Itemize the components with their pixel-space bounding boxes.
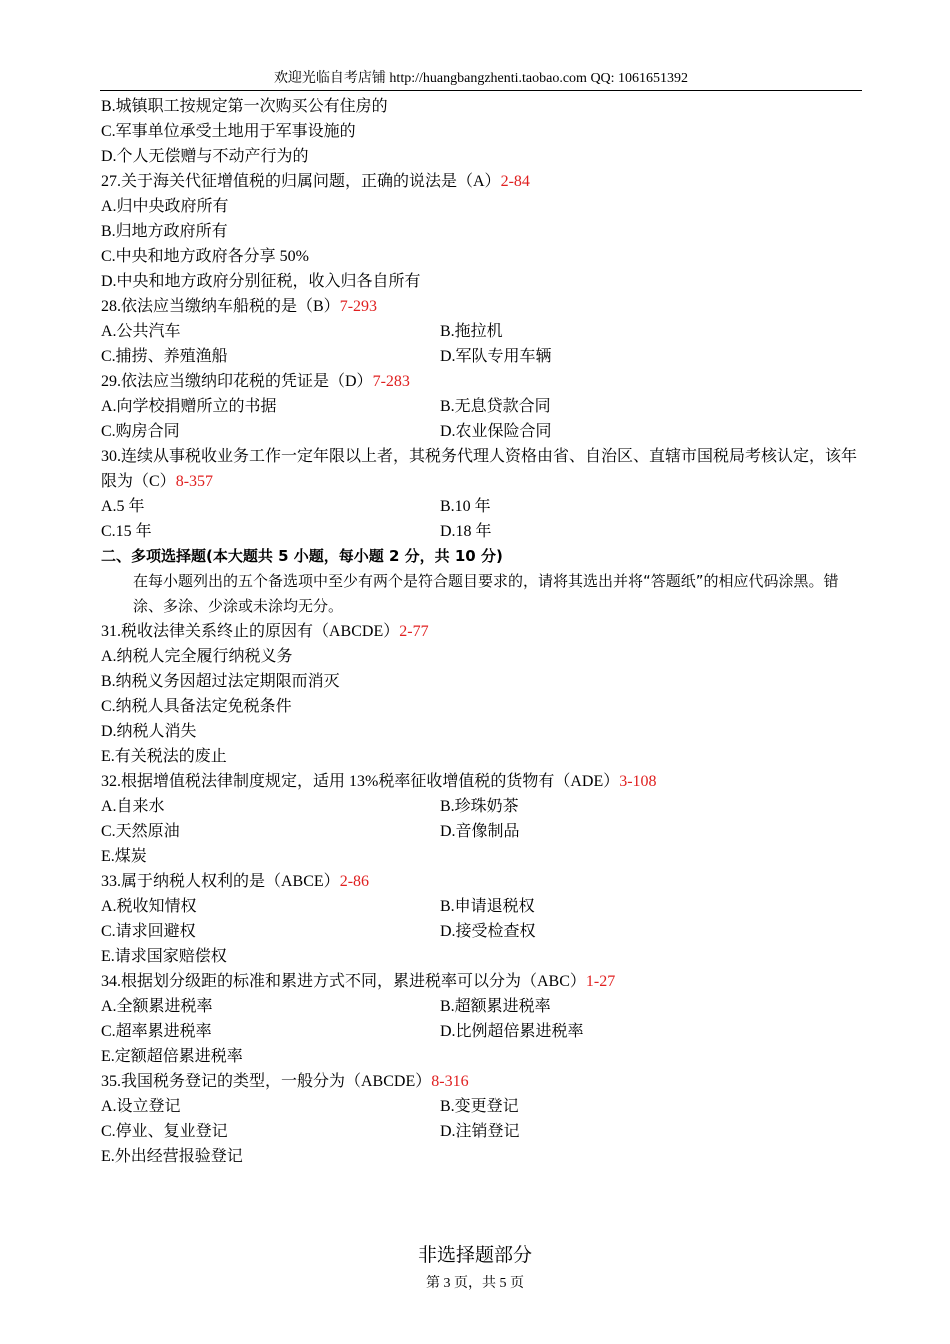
q28-stem: 28.依法应当缴纳车船税的是（B）7-293 bbox=[101, 298, 378, 315]
q26-option-d: D.个人无偿赠与不动产行为的 bbox=[101, 148, 309, 165]
q32-option-d: D.音像制品 bbox=[440, 823, 520, 840]
q29-option-a: A.向学校捐赠所立的书据 bbox=[101, 398, 277, 415]
q31-option-e: E.有关税法的废止 bbox=[101, 748, 227, 765]
q35-stem: 35.我国税务登记的类型，一般分为（ABCDE）8-316 bbox=[101, 1073, 469, 1090]
q35-ref: 8-316 bbox=[431, 1073, 469, 1090]
q32-option-a: A.自来水 bbox=[101, 798, 165, 815]
q32-option-e: E.煤炭 bbox=[101, 848, 147, 865]
q31-option-b: B.纳税义务因超过法定期限而消灭 bbox=[101, 673, 340, 690]
q34-option-b: B.超额累进税率 bbox=[440, 998, 551, 1015]
q33-option-d: D.接受检查权 bbox=[440, 923, 536, 940]
q34-options-row2 bbox=[101, 1019, 863, 1044]
q29-ref: 7-283 bbox=[372, 373, 410, 390]
section2-instruction: 在每小题列出的五个备选项中至少有两个是符合题目要求的，请将其选出并将“答题纸”的相应代码涂黑。错涂、多涂、少涂或未涂均无分。 bbox=[133, 572, 839, 615]
q30-option-d: D.18 年 bbox=[440, 523, 492, 540]
q28-option-a: A.公共汽车 bbox=[101, 323, 181, 340]
q34-ref: 1-27 bbox=[585, 973, 616, 990]
q30-option-a: A.5 年 bbox=[101, 498, 145, 515]
q29-options-row1 bbox=[101, 394, 863, 419]
q33-options-row2 bbox=[101, 919, 863, 944]
q29-options-row2 bbox=[101, 419, 863, 444]
q28-options-row1 bbox=[101, 319, 863, 344]
q33-stem: 33.属于纳税人权利的是（ABCE）2-86 bbox=[101, 873, 370, 890]
q35-option-d: D.注销登记 bbox=[440, 1123, 520, 1140]
q27-option-a: A.归中央政府所有 bbox=[101, 198, 229, 215]
q29-option-b: B.无息贷款合同 bbox=[440, 398, 551, 415]
q31-option-a: A.纳税人完全履行纳税义务 bbox=[101, 648, 293, 665]
q33-option-e: E.请求国家赔偿权 bbox=[101, 948, 227, 965]
q32-ref: 3-108 bbox=[619, 773, 657, 790]
q27-option-b: B.归地方政府所有 bbox=[101, 223, 228, 240]
q29-option-c: C.购房合同 bbox=[101, 423, 180, 440]
q33-options-row1 bbox=[101, 894, 863, 919]
q33-option-c: C.请求回避权 bbox=[101, 923, 196, 940]
q28-options-row2 bbox=[101, 344, 863, 369]
q35-options-row2 bbox=[101, 1119, 863, 1144]
q35-option-c: C.停业、复业登记 bbox=[101, 1123, 228, 1140]
q28-option-d: D.军队专用车辆 bbox=[440, 348, 552, 365]
q28-ref: 7-293 bbox=[339, 298, 378, 315]
q35-option-a: A.设立登记 bbox=[101, 1098, 181, 1115]
q35-option-b: B.变更登记 bbox=[440, 1098, 519, 1115]
q34-options-row1 bbox=[101, 994, 863, 1019]
q27-ref: 2-84 bbox=[500, 173, 530, 190]
page-header: 欢迎光临自考店铺 http://huangbangzhenti.taobao.com QQ: 1061651392 bbox=[100, 70, 862, 91]
q32-options-row1 bbox=[101, 794, 863, 819]
q27-option-c: C.中央和地方政府各分享 50% bbox=[101, 248, 310, 265]
q34-stem: 34.根据划分级距的标准和累进方式不同，累进税率可以分为（ABC）1-27 bbox=[101, 973, 616, 990]
q26-option-c: C.军事单位承受土地用于军事设施的 bbox=[101, 123, 356, 140]
q32-option-b: B.珍珠奶茶 bbox=[440, 798, 519, 815]
q35-option-e: E.外出经营报验登记 bbox=[101, 1148, 243, 1165]
q34-option-d: D.比例超倍累进税率 bbox=[440, 1023, 584, 1040]
q30-options-row1 bbox=[101, 494, 863, 519]
q27-stem: 27.关于海关代征增值税的归属问题，正确的说法是（A）2-84 bbox=[101, 173, 530, 190]
section2-title: 二、多项选择题(本大题共 5 小题，每小题 2 分，共 10 分) bbox=[101, 547, 503, 565]
q30-option-c: C.15 年 bbox=[101, 523, 152, 540]
q31-option-c: C.纳税人具备法定免税条件 bbox=[101, 698, 292, 715]
q30-stem: 30.连续从事税收业务工作一定年限以上者，其税务代理人资格由省、自治区、直辖市国税局考核认定，该年限为（C）8-357 bbox=[101, 448, 858, 490]
q26-option-b: B.城镇职工按规定第一次购买公有住房的 bbox=[101, 98, 388, 115]
q34-option-a: A.全额累进税率 bbox=[101, 998, 213, 1015]
q31-option-d: D.纳税人消失 bbox=[101, 723, 197, 740]
q32-options-row2 bbox=[101, 819, 863, 844]
q31-stem: 31.税收法律关系终止的原因有（ABCDE）2-77 bbox=[101, 623, 429, 640]
q29-stem: 29.依法应当缴纳印花税的凭证是（D）7-283 bbox=[101, 373, 410, 390]
q30-option-b: B.10 年 bbox=[440, 498, 491, 515]
page-footer: 第 3 页，共 5 页 bbox=[426, 1276, 524, 1291]
q27-option-d: D.中央和地方政府分别征税，收入归各自所有 bbox=[101, 273, 421, 290]
q32-option-c: C.天然原油 bbox=[101, 823, 180, 840]
q28-option-c: C.捕捞、养殖渔船 bbox=[101, 348, 228, 365]
q31-ref: 2-77 bbox=[399, 623, 429, 640]
q30-options-row2 bbox=[101, 519, 863, 544]
q28-option-b: B.拖拉机 bbox=[440, 323, 503, 340]
q33-option-b: B.申请退税权 bbox=[440, 898, 535, 915]
q32-stem: 32.根据增值税法律制度规定，适用 13%税率征收增值税的货物有（ADE）3-108 bbox=[101, 773, 657, 790]
q35-options-row1 bbox=[101, 1094, 863, 1119]
q29-option-d: D.农业保险合同 bbox=[440, 423, 552, 440]
q30-ref: 8-357 bbox=[175, 473, 214, 490]
page-content bbox=[101, 94, 863, 1169]
q34-option-e: E.定额超倍累进税率 bbox=[101, 1048, 243, 1065]
part-title: 非选择题部分 bbox=[417, 1244, 532, 1266]
q34-option-c: C.超率累进税率 bbox=[101, 1023, 212, 1040]
q33-ref: 2-86 bbox=[339, 873, 370, 890]
q33-option-a: A.税收知情权 bbox=[101, 898, 197, 915]
